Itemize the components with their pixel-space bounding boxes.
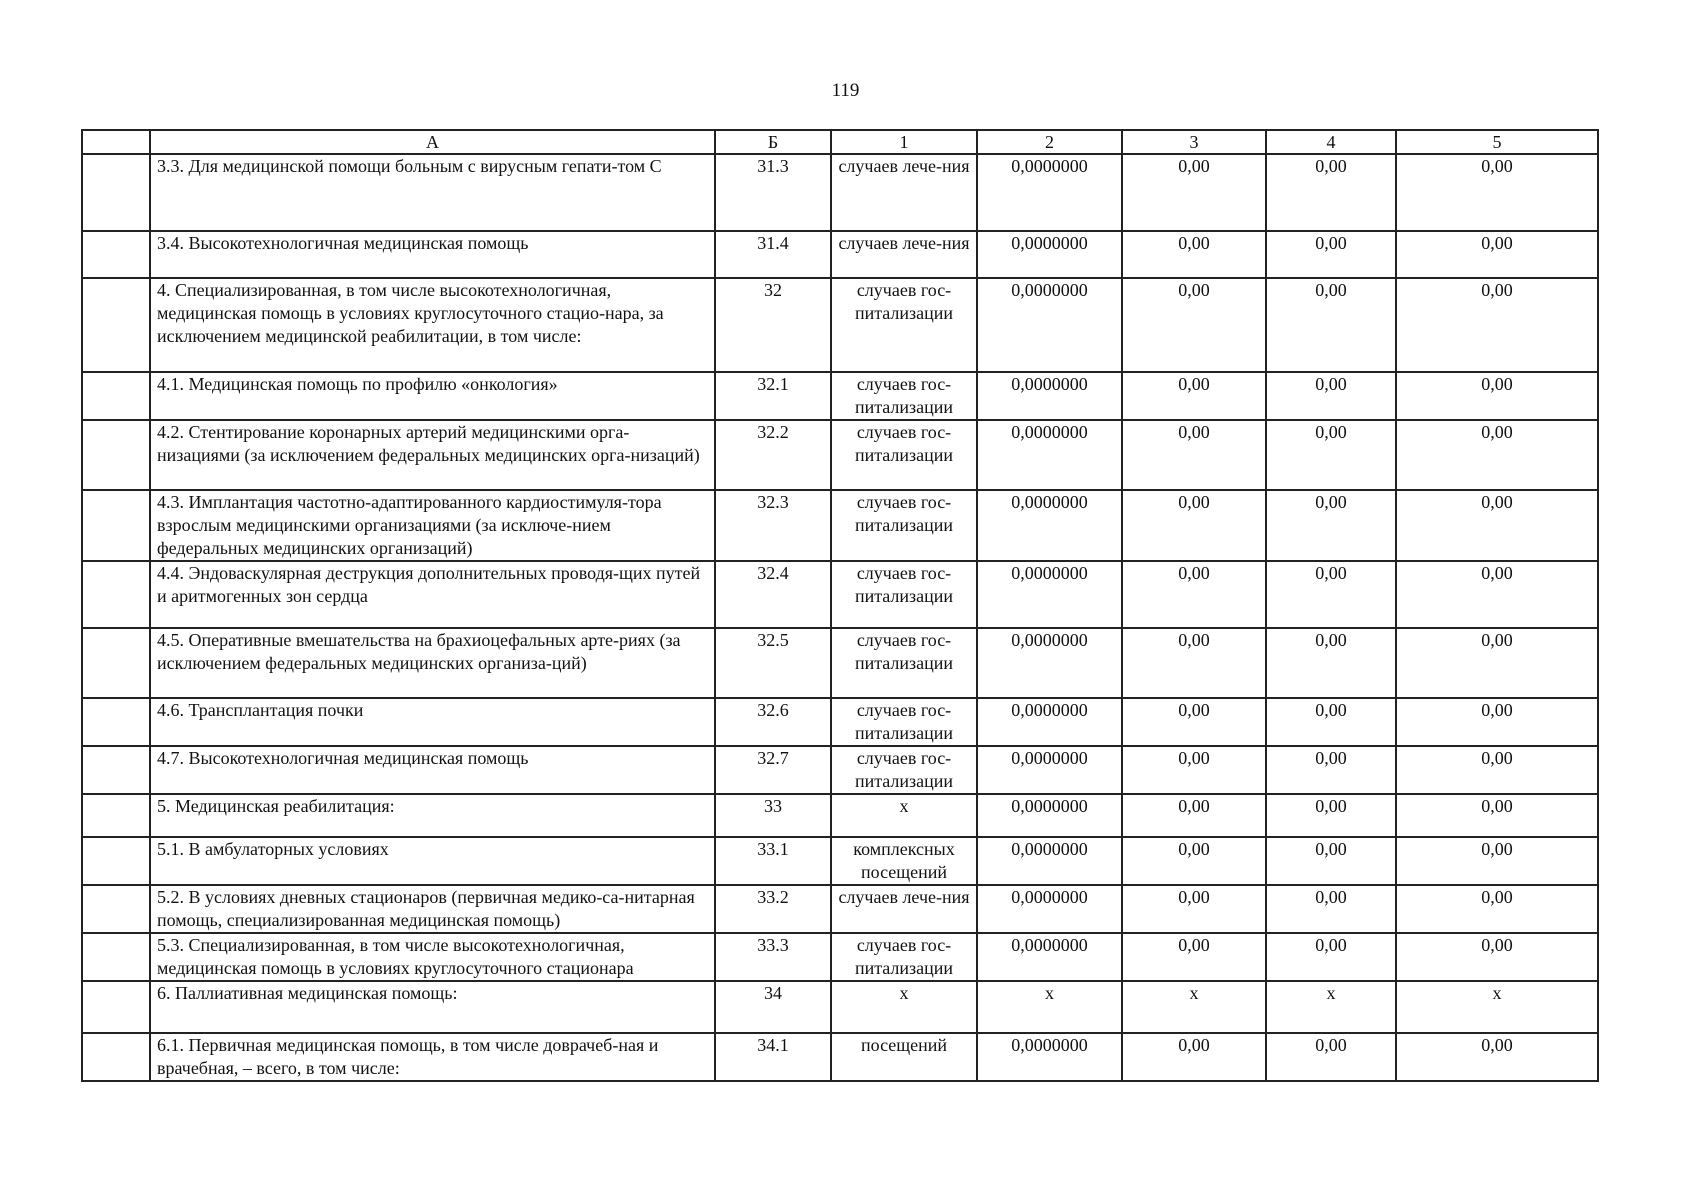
row-name: 3.3. Для медицинской помощи больным с вирусным гепати-том С [150,154,715,231]
row-name: 4. Специализированная, в том числе высокотехнологичная, медицинская помощь в условиях круглосуточного стацио-нара, за исключением медицинской реабилитации, в том числе: [150,278,715,372]
row-col-4: 0,00 [1266,372,1396,420]
row-code: 32.4 [715,561,831,628]
row-name: 6. Паллиативная медицинская помощь: [150,981,715,1033]
row-gutter [82,231,150,278]
row-col-5: 0,00 [1396,231,1598,278]
row-gutter [82,837,150,885]
row-col-4: 0,00 [1266,837,1396,885]
row-col-2: 0,0000000 [977,628,1122,698]
row-name: 4.7. Высокотехнологичная медицинская помощь [150,746,715,794]
table-row [82,698,1598,746]
row-col-5: 0,00 [1396,628,1598,698]
row-col-3: 0,00 [1122,278,1266,372]
row-col-3: 0,00 [1122,1033,1266,1081]
row-code: 33.1 [715,837,831,885]
row-col-3: 0,00 [1122,420,1266,490]
row-col-2: 0,0000000 [977,837,1122,885]
row-code: 32.6 [715,698,831,746]
row-col-3: 0,00 [1122,794,1266,837]
row-code: 32.1 [715,372,831,420]
page-number: 119 [831,80,860,101]
row-col-3: х [1122,981,1266,1033]
header-col-a: А [150,130,715,154]
row-name: 4.6. Трансплантация почки [150,698,715,746]
row-gutter [82,490,150,561]
row-col-5: 0,00 [1396,420,1598,490]
row-col-4: 0,00 [1266,628,1396,698]
row-unit: х [831,794,977,837]
row-col-5: 0,00 [1396,746,1598,794]
row-col-5: 0,00 [1396,561,1598,628]
row-unit: случаев гос-питализации [831,372,977,420]
table-row [82,1033,1598,1081]
row-col-4: 0,00 [1266,154,1396,231]
row-unit: случаев гос-питализации [831,933,977,981]
row-col-5: 0,00 [1396,885,1598,933]
row-col-4: 0,00 [1266,420,1396,490]
row-col-2: 0,0000000 [977,933,1122,981]
row-col-4: 0,00 [1266,746,1396,794]
row-gutter [82,154,150,231]
row-col-4: 0,00 [1266,231,1396,278]
row-col-3: 0,00 [1122,154,1266,231]
row-col-5: 0,00 [1396,154,1598,231]
row-code: 33 [715,794,831,837]
row-name: 4.5. Оперативные вмешательства на брахиоцефальных арте-риях (за исключением федеральных медицинских организа-ций) [150,628,715,698]
row-code: 31.3 [715,154,831,231]
table-header-row [82,130,1598,154]
row-code: 32.7 [715,746,831,794]
row-name: 5.3. Специализированная, в том числе высокотехнологичная, медицинская помощь в условиях круглосуточного стационара [150,933,715,981]
row-code: 34 [715,981,831,1033]
row-code: 33.3 [715,933,831,981]
header-gutter [82,130,150,154]
row-col-3: 0,00 [1122,746,1266,794]
table-row [82,981,1598,1033]
row-col-4: 0,00 [1266,933,1396,981]
row-unit: случаев лече-ния [831,154,977,231]
row-name: 5.1. В амбулаторных условиях [150,837,715,885]
table-row [82,231,1598,278]
row-name: 5.2. В условиях дневных стационаров (первичная медико-са-нитарная помощь, специализированная медицинская помощь) [150,885,715,933]
row-gutter [82,372,150,420]
row-col-5: 0,00 [1396,372,1598,420]
row-col-5: 0,00 [1396,933,1598,981]
row-col-3: 0,00 [1122,698,1266,746]
row-unit: посещений [831,1033,977,1081]
row-code: 31.4 [715,231,831,278]
row-name: 4.3. Имплантация частотно-адаптированного кардиостимуля-тора взрослым медицинскими организациями (за исключе-нием федеральных медицинских организаций) [150,490,715,561]
row-name: 4.1. Медицинская помощь по профилю «онкология» [150,372,715,420]
row-gutter [82,420,150,490]
row-unit: случаев гос-питализации [831,420,977,490]
row-gutter [82,981,150,1033]
row-code: 33.2 [715,885,831,933]
header-col-2: 2 [977,130,1122,154]
row-col-3: 0,00 [1122,628,1266,698]
table-row [82,420,1598,490]
row-col-3: 0,00 [1122,490,1266,561]
row-col-4: 0,00 [1266,885,1396,933]
row-unit: х [831,981,977,1033]
row-col-2: 0,0000000 [977,794,1122,837]
row-col-2: 0,0000000 [977,885,1122,933]
table-row [82,746,1598,794]
row-col-3: 0,00 [1122,231,1266,278]
row-col-5: х [1396,981,1598,1033]
row-code: 34.1 [715,1033,831,1081]
table-row [82,278,1598,372]
row-gutter [82,628,150,698]
row-unit: комплексных посещений [831,837,977,885]
header-col-b: Б [715,130,831,154]
row-code: 32.5 [715,628,831,698]
row-gutter [82,698,150,746]
row-col-4: 0,00 [1266,278,1396,372]
row-name: 5. Медицинская реабилитация: [150,794,715,837]
table-row [82,794,1598,837]
row-col-5: 0,00 [1396,837,1598,885]
table-row [82,837,1598,885]
data-table [81,129,1599,1082]
row-gutter [82,561,150,628]
row-col-4: 0,00 [1266,490,1396,561]
row-col-2: 0,0000000 [977,746,1122,794]
row-col-2: 0,0000000 [977,154,1122,231]
row-col-4: 0,00 [1266,794,1396,837]
table-row [82,628,1598,698]
row-col-3: 0,00 [1122,885,1266,933]
row-col-3: 0,00 [1122,933,1266,981]
row-col-4: 0,00 [1266,1033,1396,1081]
row-col-4: х [1266,981,1396,1033]
row-col-5: 0,00 [1396,794,1598,837]
header-col-4: 4 [1266,130,1396,154]
row-gutter [82,933,150,981]
row-col-3: 0,00 [1122,372,1266,420]
row-col-2: 0,0000000 [977,278,1122,372]
table-row [82,561,1598,628]
row-col-2: х [977,981,1122,1033]
row-unit: случаев гос-питализации [831,628,977,698]
row-col-2: 0,0000000 [977,372,1122,420]
row-gutter [82,794,150,837]
row-code: 32 [715,278,831,372]
row-code: 32.2 [715,420,831,490]
row-col-5: 0,00 [1396,1033,1598,1081]
table-row [82,154,1598,231]
table-row [82,490,1598,561]
table-row [82,885,1598,933]
row-col-3: 0,00 [1122,837,1266,885]
row-name: 4.4. Эндоваскулярная деструкция дополнительных проводя-щих путей и аритмогенных зон сердца [150,561,715,628]
row-col-2: 0,0000000 [977,231,1122,278]
row-col-2: 0,0000000 [977,420,1122,490]
header-col-3: 3 [1122,130,1266,154]
row-name: 6.1. Первичная медицинская помощь, в том числе доврачеб-ная и врачебная, – всего, в том числе: [150,1033,715,1081]
row-col-5: 0,00 [1396,698,1598,746]
row-col-5: 0,00 [1396,278,1598,372]
row-col-2: 0,0000000 [977,561,1122,628]
row-col-2: 0,0000000 [977,1033,1122,1081]
row-code: 32.3 [715,490,831,561]
row-col-4: 0,00 [1266,698,1396,746]
row-unit: случаев гос-питализации [831,698,977,746]
row-unit: случаев лече-ния [831,231,977,278]
row-col-4: 0,00 [1266,561,1396,628]
row-col-2: 0,0000000 [977,490,1122,561]
row-col-2: 0,0000000 [977,698,1122,746]
row-gutter [82,1033,150,1081]
row-unit: случаев гос-питализации [831,561,977,628]
table-body [82,130,1598,1081]
row-gutter [82,278,150,372]
row-unit: случаев лече-ния [831,885,977,933]
row-unit: случаев гос-питализации [831,746,977,794]
header-col-5: 5 [1396,130,1598,154]
table-row [82,933,1598,981]
row-col-5: 0,00 [1396,490,1598,561]
table-row [82,372,1598,420]
row-name: 4.2. Стентирование коронарных артерий медицинскими орга-низациями (за исключением федеральных медицинских орга-низаций) [150,420,715,490]
row-unit: случаев гос-питализации [831,490,977,561]
row-name: 3.4. Высокотехнологичная медицинская помощь [150,231,715,278]
header-col-1: 1 [831,130,977,154]
row-col-3: 0,00 [1122,561,1266,628]
row-gutter [82,885,150,933]
row-unit: случаев гос-питализации [831,278,977,372]
row-gutter [82,746,150,794]
